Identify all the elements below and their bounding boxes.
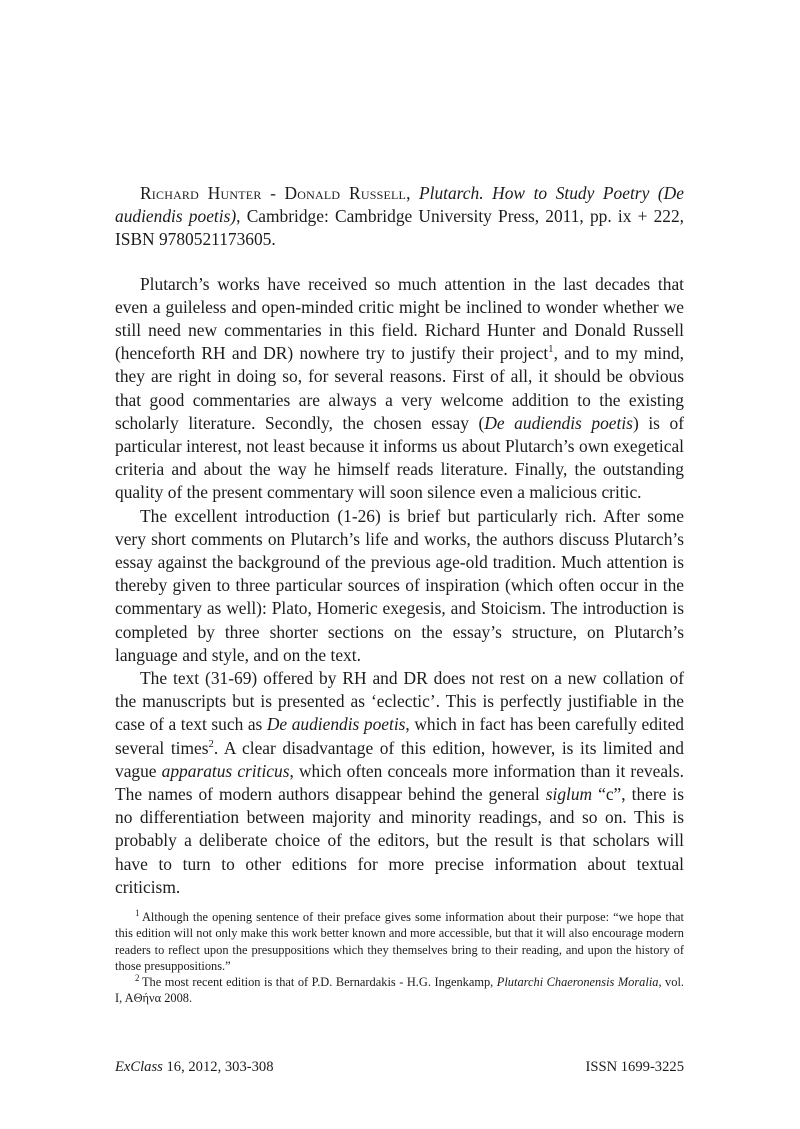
page-footer [115,1058,684,1076]
footnote-2-text-b: , vol. I, AΘήνα 2008. [115,975,684,1006]
body-paragraph-3 [115,667,684,899]
footnote-2-text-a: The most recent edition is that of P.D. Bernardakis - H.G. Ingenkamp, [141,975,497,990]
footnote-1-marker: 1 [135,907,140,918]
footnote-reference-1[interactable]: 1 [548,343,554,356]
footnote-item-2 [115,974,684,1007]
reference-author-2: Donald Russell [284,183,407,203]
paragraph-3-text-d: , which often conceals more information than it reveals. The names of modern authors disappear behind the general [115,760,684,805]
footer-issue-info: 16, 2012, 303-308 [162,1059,274,1075]
paragraph-1-text-c: ) is of particular interest, not least because it informs us about Plutarch’s own exegetical criteria and about the way he himself reads literature. Finally, the outstanding quality of the present commentary will soon silence even a malicious critic. [115,412,684,503]
footnote-item-1 [115,909,684,974]
paragraph-3-italic-siglum: siglum [545,784,593,805]
paragraph-1-text-a: Plutarch’s works have received so much attention in the last decades that even a guileless and open-minded critic might be inclined to wonder whether we still need new commentaries in this field. Richard Hunter and Donald Russell (henceforth RH and DR) nowhere try to justify their project [115,273,684,364]
footer-journal-name: ExClass [115,1059,163,1075]
paragraph-1-text-b: , and to my mind, they are right in doing so, for several reasons. First of all, it should be obvious that good commentaries are always a very welcome addition to the existing scholarly literature. Secondly, the chosen essay ( [115,343,684,433]
reference-author-separator: - [261,183,285,203]
review-body [115,273,684,899]
footer-issn: ISSN 1699-3225 [585,1059,684,1075]
footnote-reference-2[interactable]: 2 [208,737,214,750]
paragraph-3-text-b: , which in fact has been carefully edited several times [115,714,684,758]
paragraph-2-text: The excellent introduction (1-26) is brief but particularly rich. After some very short comments on Plutarch’s life and works, the authors discuss Plutarch’s essay against the background of the previous age-old tradition. Much attention is thereby given to three particular sources of inspiration (which often occur in the commentary as well): Plato, Homeric exegesis, and Stoicism. The introduction is completed by three shorter sections on the essay’s structure, on Plutarch’s language and style, and on the text. [115,505,684,665]
paragraph-3-italic-apparatus: apparatus criticus [161,760,290,781]
reference-author-1: Richard Hunter [140,183,262,203]
body-paragraph-1 [115,273,684,505]
paragraph-3-text-c: . A clear disadvantage of this edition, however, is its limited and vague [115,737,684,781]
paragraph-3-italic-title: De audiendis poetis [266,714,406,735]
reference-publication-info: , Cambridge: Cambridge University Press, 2011, pp. ix + 222, ISBN 9780521173605. [115,206,685,250]
reference-title-main: Plutarch. How to Study Poetry [419,183,650,203]
paragraph-1-italic-title: De audiendis poetis [484,412,633,433]
reference-comma: , [406,183,419,203]
reference-heading [115,182,684,252]
body-paragraph-2 [115,505,684,667]
footer-citation [115,1058,274,1076]
paragraph-3-text-a: The text (31-69) offered by RH and DR does not rest on a new collation of the manuscripts but is presented as ‘eclectic’. This is perfectly justifiable in the case of a text such as [115,668,684,735]
reference-title-sub: (De audiendis poetis) [115,183,684,227]
paragraph-3-text-e: “c”, there is no differentiation between majority and minority readings, and so on. This is probably a deliberate choice of the editors, but the result is that scholars will have to turn to other editions for more precise information about textual criticism. [115,784,684,897]
reference-title-space [649,183,658,203]
footnote-2-italic-title: Plutarchi Chaeronensis Moralia [496,975,659,990]
footnote-1-text: Although the opening sentence of their preface gives some information about their purpose: “we hope that this edition will not only make this work better known and more accessible, but that it will also encourage modern readers to reflect upon the presuppositions which they themselves bring to their reading, and upon the history of those presuppositions.” [115,910,684,973]
page-content [115,182,684,899]
footnotes-section [115,909,684,1007]
footnote-2-marker: 2 [135,973,140,984]
